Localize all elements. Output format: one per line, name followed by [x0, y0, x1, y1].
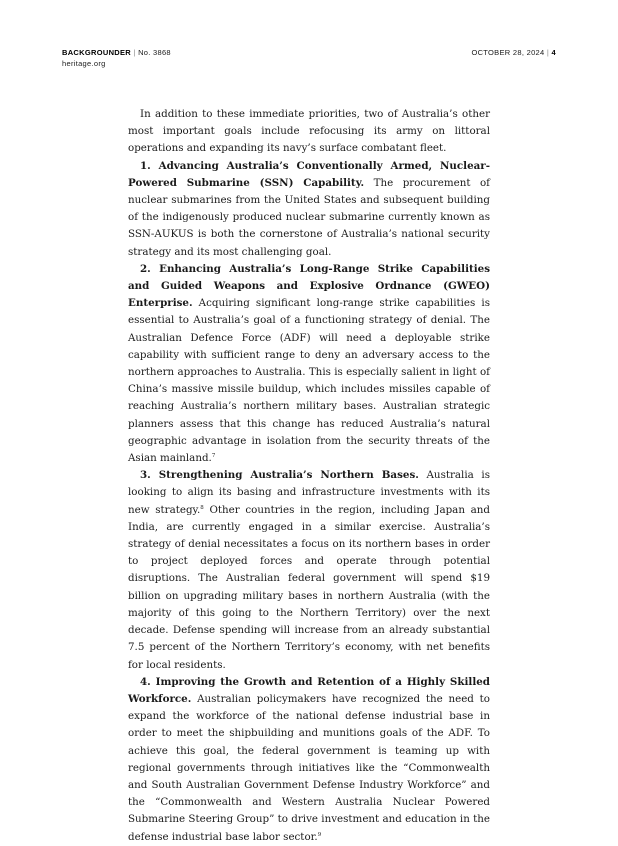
page-header — [62, 48, 556, 68]
publication-date: OCTOBER 28, 2024 — [471, 48, 545, 57]
article-body — [128, 106, 490, 846]
footnote-ref[interactable]: 7 — [211, 453, 216, 460]
priority-paragraph-3 — [128, 467, 490, 673]
paragraph-text-continued: Other countries in the region, including Japan and India, are currently engaged in a similar exercise. Australia’s strategy of denial necessitates a focus on its northern bases in order to project deployed forces and operate through potential disruptions. The Australian federal government will spend $19 billion on upgrading military bases in northern Australia (with the majority of this going to the Northern Territory) over the next decade. Defense spending will increase from an already substantial 7.5 percent of the Northern Territory’s economy, with net benefits for local residents. — [128, 503, 491, 671]
report-number: No. 3868 — [138, 48, 171, 57]
footnote-ref[interactable]: 8 — [200, 504, 204, 511]
page-number: 4 — [551, 48, 556, 57]
paragraph-text: The procurement of nuclear submarines from the United States and subsequent building of the indigenously produced nuclear submarine currently known as SSN-AUKUS is both the cornerstone of Australia’s national security strategy and its most challenging goal. — [128, 176, 490, 258]
header-separator-right: | — [546, 48, 550, 57]
header-separator: | — [133, 48, 136, 57]
priority-heading: 1. Advancing Australia’s Conventionally Armed, Nuclear-Powered Submarine (SSN) Capability. — [128, 159, 490, 189]
paragraph-text: Australian policymakers have recognized the need to expand the workforce of the national defense industrial base in order to meet the shipbuilding and munitions goals of the ADF. To achieve this goal, the federal government is teaming up with regional governments through initiatives like the “Commonwealth and South Australian Government Defense Industry Workforce” and the “Commonwealth and Western Australia Nuclear Powered Submarine Steering Group” to drive investment and education in the defense industrial base labor sector. — [128, 692, 490, 843]
priority-heading: 2. Enhancing Australia’s Long-Range Strike Capabilities and Guided Weapons and Explosive Ordnance (GWEO) Enterprise. — [128, 262, 490, 310]
series-name: BACKGROUNDER — [62, 48, 132, 57]
paragraph-text: Australia is looking to align its basing and infrastructure investments with its new strategy. — [128, 469, 490, 516]
intro-paragraph — [128, 106, 490, 158]
date-and-page — [471, 48, 556, 57]
footnote-ref[interactable]: 9 — [317, 831, 322, 838]
priority-heading: 4. Improving the Growth and Retention of a Highly Skilled Workforce. — [128, 675, 490, 705]
priority-paragraph-4 — [128, 674, 490, 846]
report-series — [62, 48, 171, 57]
priority-heading: 3. Strengthening Australia’s Northern Bases. — [140, 469, 419, 482]
priority-paragraph-2 — [128, 261, 490, 467]
paragraph-text: In addition to these immediate priorities, two of Australia’s other most important goals include refocusing its army on littoral operations and expanding its navy’s surface combatant fleet. — [128, 108, 490, 155]
paragraph-text: Acquiring significant long-range strike capabilities is essential to Australia’s goal of a functioning strategy of denial. The Australian Defence Force (ADF) will need a deployable strike capability with sufficient range to deny an adversary access to the northern approaches to Australia. This is especially salient in light of China’s massive missile buildup, which includes missiles capable of reaching Australia’s northern military bases. Australian strategic planners assess that this change has reduced Australia’s natural geographic advantage in isolation from the security threats of the Asian mainland. — [128, 297, 490, 465]
priority-paragraph-1 — [128, 158, 490, 261]
site-link[interactable]: heritage.org — [62, 59, 106, 68]
